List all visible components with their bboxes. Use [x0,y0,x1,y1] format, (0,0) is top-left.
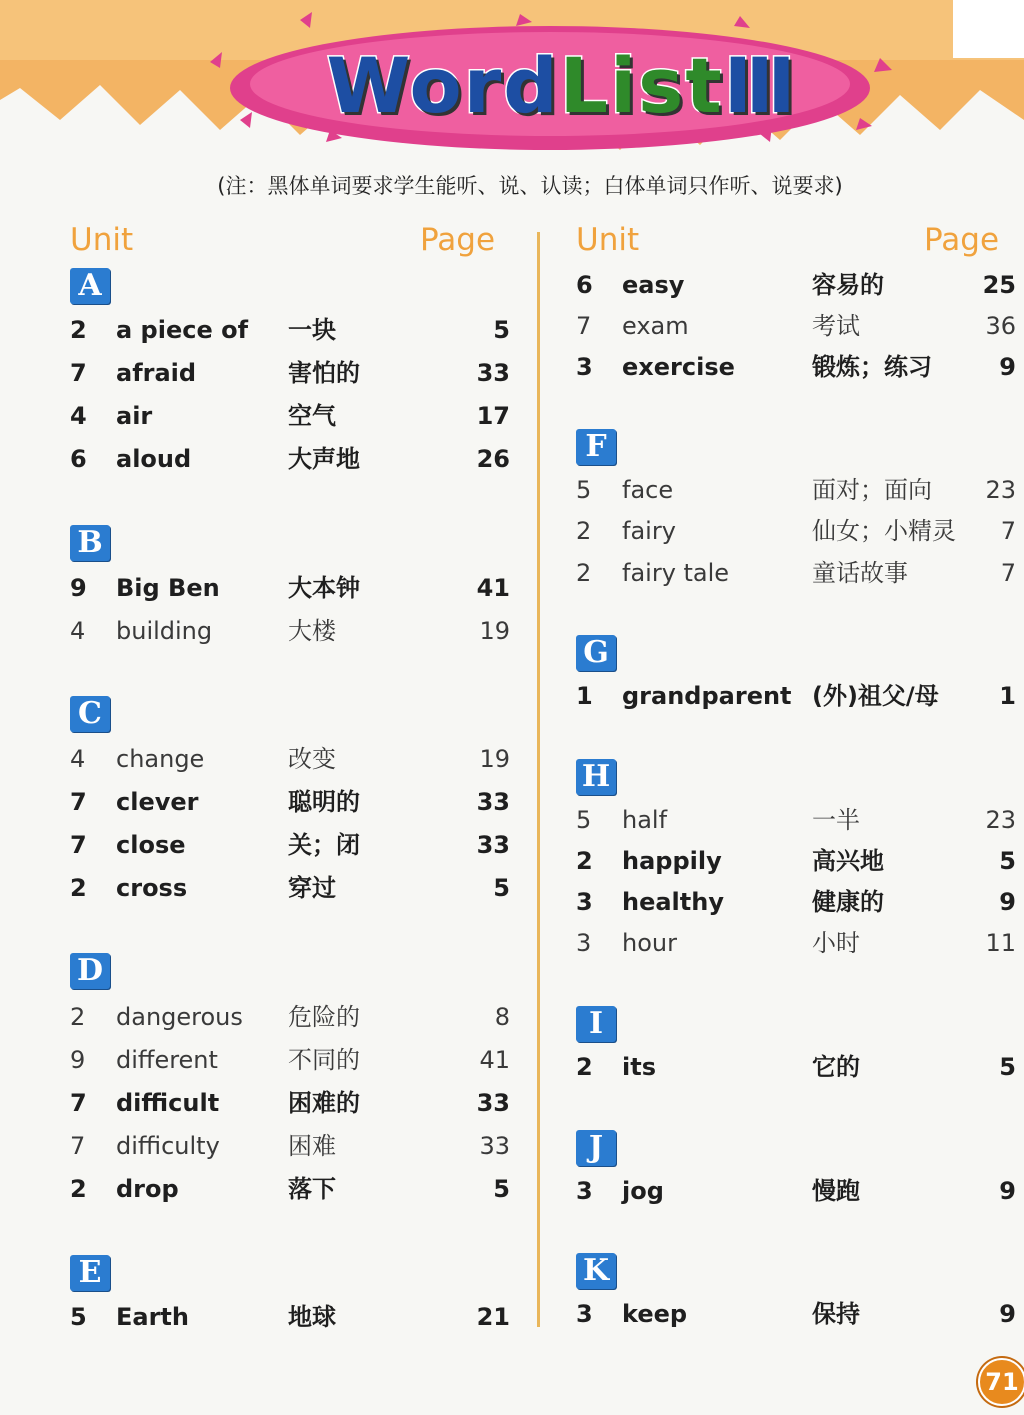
page-title [262,30,862,140]
unit-number: 5 [70,1303,87,1331]
word-meaning: 聪明的 [288,788,360,816]
unit-number: 7 [576,312,592,340]
word-text: Earth [116,1303,189,1331]
section-letter-c: C [70,696,110,732]
word-meaning: 大本钟 [288,574,360,602]
word-text: exam [622,312,689,340]
word-entry [576,1049,1016,1085]
page-ref: 33 [479,1132,510,1160]
page-ref: 5 [493,1175,510,1203]
word-text: close [116,831,186,859]
section-letter-b: B [70,525,110,561]
unit-number: 2 [576,559,592,587]
word-entry [70,784,510,820]
word-text: building [116,617,213,645]
word-text: change [116,745,205,773]
word-meaning: 慢跑 [812,1177,860,1205]
word-meaning: 锻炼；练习 [812,353,932,381]
word-entry [576,925,1016,961]
word-meaning: 仙女；小精灵 [812,517,956,545]
page-ref: 9 [999,1300,1016,1328]
word-meaning: 不同的 [288,1046,360,1074]
section-letter-h: H [576,759,616,795]
word-meaning: 一块 [288,316,336,344]
unit-number: 3 [576,888,593,916]
word-meaning: 高兴地 [812,847,884,875]
word-entry [576,472,1016,508]
unit-number: 2 [576,847,593,875]
word-meaning: 一半 [812,806,860,834]
unit-number: 6 [70,445,87,473]
word-meaning: 空气 [288,402,336,430]
word-text: air [116,402,153,430]
word-entry [576,1296,1016,1332]
page-header: Page [420,222,496,258]
page-ref: 23 [985,806,1016,834]
page-ref: 41 [479,1046,510,1074]
page-ref: 8 [494,1003,510,1031]
word-text: difficulty [116,1132,220,1160]
word-meaning: 困难的 [288,1089,360,1117]
page-ref: 19 [479,617,510,645]
word-entry [70,999,510,1035]
word-entry [576,678,1016,714]
usage-note: (注：黑体单词要求学生能听、说、认读；白体单词只作听、说要求) [217,174,843,198]
word-text: half [622,806,668,834]
word-meaning: 大声地 [288,445,360,473]
column-divider [537,232,540,1327]
page-ref: 1 [999,682,1016,710]
section-letter-k: K [576,1253,616,1289]
word-meaning: 容易的 [812,271,884,299]
unit-number: 2 [576,1053,593,1081]
unit-number: 4 [70,617,86,645]
page-ref: 17 [476,402,510,430]
page-ref: 5 [999,847,1016,875]
page-ref: 33 [476,831,510,859]
title-list: List [559,40,724,130]
unit-number: 7 [70,788,87,816]
unit-number: 9 [70,574,87,602]
word-text: aloud [116,445,192,473]
word-meaning: 地球 [288,1303,336,1331]
corner-patch [953,0,1024,58]
word-entry [70,741,510,777]
page-ref: 5 [493,874,510,902]
page-ref: 36 [985,312,1016,340]
word-meaning: (外)祖父/母 [812,682,939,710]
word-entry [576,555,1016,591]
word-text: fairy [622,517,676,545]
unit-number: 4 [70,402,87,430]
unit-number: 7 [70,1132,86,1160]
word-entry [576,308,1016,344]
word-entry [70,1128,510,1164]
page-ref: 19 [479,745,510,773]
unit-number: 3 [576,1300,593,1328]
word-entry [70,398,510,434]
unit-number: 2 [70,316,87,344]
word-entry [70,870,510,906]
word-text: different [116,1046,218,1074]
word-text: happily [622,847,722,875]
word-entry [70,827,510,863]
word-text: fairy tale [622,559,730,587]
word-text: face [622,476,674,504]
unit-header: Unit [70,222,134,258]
word-entry [576,884,1016,920]
word-text: healthy [622,888,724,916]
word-entry [70,355,510,391]
section-letter-f: F [576,429,616,465]
title-word: Word [326,40,560,130]
word-entry [576,1173,1016,1209]
word-entry [576,843,1016,879]
page-number-badge: 71 [978,1358,1024,1406]
page-ref: 5 [493,316,510,344]
word-text: clever [116,788,199,816]
page-ref: 23 [985,476,1016,504]
unit-number: 3 [576,1177,593,1205]
word-text: dangerous [116,1003,243,1031]
word-text: hour [622,929,677,957]
word-text: drop [116,1175,179,1203]
word-meaning: 保持 [812,1300,860,1328]
word-meaning: 它的 [812,1053,860,1081]
word-meaning: 考试 [812,312,860,340]
unit-number: 5 [576,806,592,834]
section-letter-j: J [576,1130,616,1166]
unit-number: 3 [576,353,593,381]
word-text: its [622,1053,656,1081]
word-text: difficult [116,1089,220,1117]
word-text: cross [116,874,188,902]
word-entry [576,267,1016,303]
word-entry [70,312,510,348]
unit-number: 2 [70,1175,87,1203]
unit-number: 7 [70,831,87,859]
word-meaning: 落下 [288,1175,336,1203]
page-ref: 9 [999,353,1016,381]
word-text: a piece of [116,316,249,344]
word-text: easy [622,271,685,299]
unit-number: 2 [70,874,87,902]
unit-number: 6 [576,271,593,299]
page-ref: 26 [476,445,510,473]
unit-number: 2 [576,517,592,545]
unit-number: 3 [576,929,592,957]
page-ref: 7 [1000,517,1016,545]
page-ref: 9 [999,1177,1016,1205]
word-entry [70,1171,510,1207]
page-ref: 33 [476,359,510,387]
unit-number: 7 [70,359,87,387]
section-letter-a: A [70,268,110,304]
section-letter-d: D [70,953,110,989]
word-text: Big Ben [116,574,220,602]
unit-number: 7 [70,1089,87,1117]
word-text: keep [622,1300,688,1328]
word-meaning: 穿过 [288,874,336,902]
word-text: jog [622,1177,664,1205]
unit-header: Unit [576,222,640,258]
word-entry [70,1042,510,1078]
word-meaning: 改变 [288,745,336,773]
page-ref: 9 [999,888,1016,916]
page-ref: 21 [476,1303,510,1331]
word-meaning: 害怕的 [288,359,360,387]
unit-number: 2 [70,1003,86,1031]
word-text: exercise [622,353,735,381]
word-meaning: 健康的 [812,888,884,916]
word-entry [70,441,510,477]
word-entry [576,513,1016,549]
page-ref: 5 [999,1053,1016,1081]
word-entry [576,802,1016,838]
page-ref: 7 [1000,559,1016,587]
page-ref: 33 [476,1089,510,1117]
unit-number: 5 [576,476,592,504]
word-meaning: 困难 [288,1132,336,1160]
page-ref: 41 [476,574,510,602]
unit-number: 1 [576,682,593,710]
word-entry [70,570,510,606]
word-meaning: 关；闭 [288,831,360,859]
section-letter-e: E [70,1255,110,1291]
section-letter-i: I [576,1006,616,1042]
word-entry [70,1085,510,1121]
word-entry [70,1299,510,1335]
word-meaning: 小时 [812,929,860,957]
unit-number: 9 [70,1046,86,1074]
word-text: grandparent [622,682,792,710]
word-meaning: 童话故事 [812,559,908,587]
word-text: afraid [116,359,197,387]
unit-number: 4 [70,745,86,773]
word-entry [576,349,1016,385]
title-numeral: Ⅲ [723,40,798,130]
word-meaning: 危险的 [288,1003,360,1031]
page-ref: 25 [982,271,1016,299]
page-ref: 11 [985,929,1016,957]
word-entry [70,613,510,649]
word-meaning: 大楼 [288,617,336,645]
page-ref: 33 [476,788,510,816]
word-meaning: 面对；面向 [812,476,932,504]
section-letter-g: G [576,635,616,671]
page-header: Page [924,222,1000,258]
